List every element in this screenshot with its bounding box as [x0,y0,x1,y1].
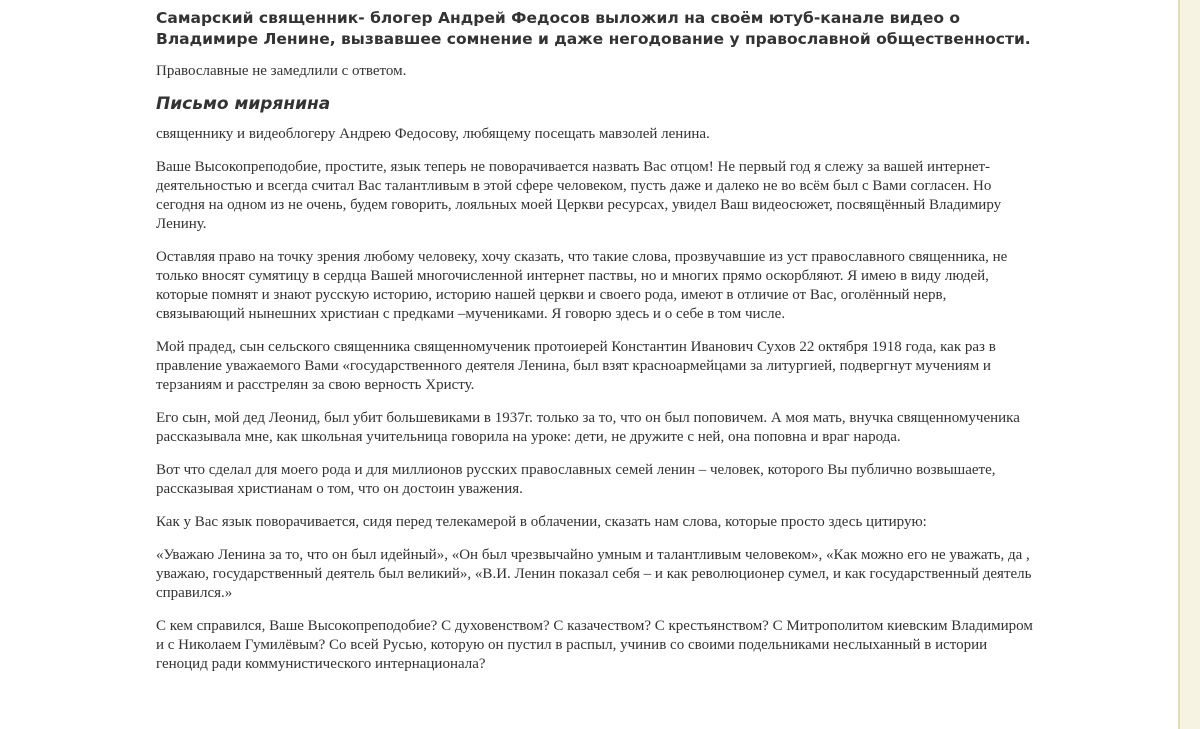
letter-heading: Письмо мирянина [156,94,331,114]
letter-paragraph: Оставляя право на точку зрения любому человеку, хочу сказать, что такие слова, прозвучавшие из уст православного священника, не только вносят сумятицу в сердца Вашей многочисленной интернет паствы, но и многих прямо оскорбляют. Я имею в виду людей, которые помнят и знают русскую историю, историю нашей церкви и своего рода, имеют в отличие от Вас, оголённый нерв, связывающий нынешних христиан с предками –мучениками. Я говорю здесь и о себе в том числе. [156,249,1008,322]
page-side-border [1178,0,1200,729]
article-lead: Самарский священник- блогер Андрей Федосов выложил на своём ютуб-канале видео о Владимире Ленине, вызвавшее сомнение и даже негодование у православной общественности. [156,9,1031,48]
letter-paragraph: священнику и видеоблогеру Андрею Федосову, любящему посещать мавзолей ленина. [156,126,710,142]
article-body [156,8,1036,674]
letter-paragraph: Мой прадед, сын сельского священника священномученик протоиерей Константин Иванович Сухов 22 октября 1918 года, как раз в правление уважаемого Вами «государственного деятеля Ленина, был взят красноармейцами за литургией, подвергнут мучениям и терзаниям и расстрелян за свою верность Христу. [156,339,996,393]
letter-paragraph: Его сын, мой дед Леонид, был убит большевиками в 1937г. только за то, что он был поповичем. А моя мать, внучка священномученика рассказывала мне, как школьная учительница говорила на уроке: дети, не дружите с ней, она поповна и враг народа. [156,410,1020,445]
letter-paragraph: Вот что сделал для моего рода и для миллионов русских православных семей ленин – человек, которого Вы публично возвышаете, рассказывая христианам о том, что он достоин уважения. [156,462,996,497]
letter-paragraph: Ваше Высокопреподобие, простите, язык теперь не поворачивается назвать Вас отцом! Не первый год я слежу за вашей интернет-деятельностью и всегда считал Вас талантливым в этой сфере человеком, пусть даже и далеко не во всём был с Вами согласен. Но сегодня на одном из не очень, будем говорить, лояльных моей Церкви ресурсах, увидел Ваш видеосюжет, посвящённый Владимиру Ленину. [156,159,1002,232]
letter-paragraph: С кем справился, Ваше Высокопреподобие? С духовенством? С казачеством? С крестьянством? С Митрополитом киевским Владимиром и с Николаем Гумилёвым? Со всей Русью, которую он пустил в распыл, учинив со своими подельниками неслыханный в истории геноцид ради коммунистического интернационала? [156,618,1033,672]
article-intro: Православные не замедлили с ответом. [156,63,407,79]
letter-paragraph: «Уважаю Ленина за то, что он был идейный», «Он был чрезвычайно умным и талантливым человеком», «Как можно его не уважать, да , уважаю, государственный деятель был великий», «В.И. Ленин показал себя – и как революционер сумел, и как государственный деятель справился.» [156,547,1032,601]
letter-paragraph: Как у Вас язык поворачивается, сидя перед телекамерой в облачении, сказать нам слова, которые просто здесь цитирую: [156,514,927,530]
